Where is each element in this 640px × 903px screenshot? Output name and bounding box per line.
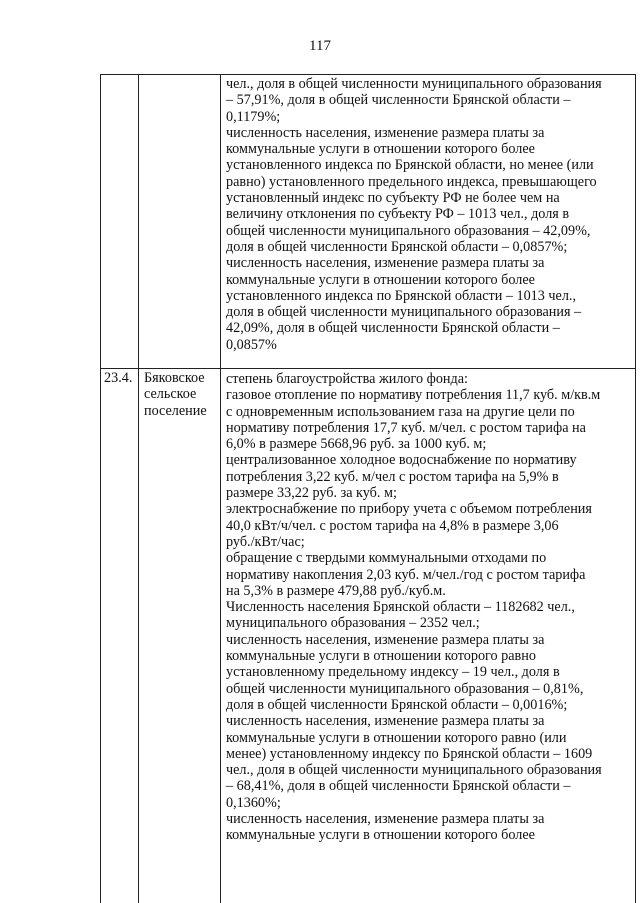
- text-line: обращение с твердыми коммунальными отходами по: [226, 550, 547, 567]
- text-line: на 5,3% в размере 479,88 руб./куб.м.: [226, 582, 446, 599]
- text-line: менее) установленному индексу по Брянской области – 1609: [226, 745, 593, 762]
- text-line: потребления 3,22 куб. м/чел с ростом тарифа на 5,9% в: [226, 468, 559, 485]
- table-border-right: [635, 74, 636, 903]
- text-line: размере 33,22 руб. за куб. м;: [226, 485, 397, 502]
- text-line: установленного индекса по Брянской области – 1013 чел.,: [226, 287, 577, 304]
- settlement-name-line: сельское: [144, 386, 197, 403]
- text-line: коммунальные услуги в отношении которого равно (или: [226, 729, 567, 746]
- settlement-name: [144, 370, 207, 419]
- text-line: Численность населения Брянской области – 1182682 чел.,: [226, 599, 575, 616]
- table-border-top: [100, 74, 636, 75]
- text-line: коммунальные услуги в отношении которого более: [226, 271, 535, 288]
- text-line: чел., доля в общей численности муниципального образования: [226, 76, 602, 92]
- text-line: общей численности муниципального образования – 42,09%,: [226, 222, 591, 239]
- text-line: 0,0857%: [226, 336, 277, 353]
- text-line: численность населения, изменение размера платы за: [226, 631, 545, 648]
- text-line: нормативу накопления 2,03 куб. м/чел./год с ростом тарифа: [226, 566, 586, 583]
- page-number: 117: [309, 38, 331, 54]
- text-line: коммунальные услуги в отношении которого более: [226, 827, 535, 844]
- table-border-left: [100, 74, 101, 903]
- text-line: коммунальные услуги в отношении которого более: [226, 141, 535, 158]
- text-line: величину отклонения по субъекту РФ – 1013 чел., доля в: [226, 206, 570, 223]
- text-line: установленному предельному индексу – 19 чел., доля в: [226, 664, 560, 681]
- text-line: установленного индекса по Брянской области, но менее (или: [226, 157, 594, 174]
- text-line: установленный индекс по субъекту РФ не более чем на: [226, 190, 560, 207]
- text-line: нормативу потребления 17,7 куб. м/чел. с ростом тарифа на: [226, 419, 586, 436]
- row-number: 23.4.: [104, 370, 133, 386]
- text-line: 6,0% в размере 5668,96 руб. за 1000 куб. м;: [226, 436, 487, 453]
- text-line: – 68,41%, доля в общей численности Брянской области –: [226, 778, 571, 795]
- text-line: степень благоустройства жилого фонда:: [226, 371, 468, 387]
- text-line: доля в общей численности Брянской области – 0,0016%;: [226, 696, 568, 713]
- text-line: 42,09%, доля в общей численности Брянской области –: [226, 320, 560, 337]
- description-cell: [226, 371, 602, 844]
- text-line: электроснабжение по прибору учета с объемом потребления: [226, 501, 592, 518]
- text-line: газовое отопление по нормативу потребления 11,7 куб. м/кв.м: [226, 387, 601, 404]
- text-line: чел., доля в общей численности муниципального образования: [226, 762, 602, 779]
- text-line: численность населения, изменение размера платы за: [226, 255, 545, 272]
- settlement-name-line: поселение: [144, 402, 207, 419]
- text-line: 40,0 кВт/ч/чел. с ростом тарифа на 4,8% в размере 3,06: [226, 517, 559, 534]
- text-line: коммунальные услуги в отношении которого равно: [226, 648, 536, 665]
- text-line: муниципального образования – 2352 чел.;: [226, 615, 480, 632]
- row-divider: [100, 368, 636, 369]
- settlement-name-line: Бяковское: [144, 370, 205, 386]
- text-line: численность населения, изменение размера платы за: [226, 124, 545, 141]
- text-line: численность населения, изменение размера платы за: [226, 811, 545, 828]
- column-divider-number: [138, 74, 139, 903]
- text-line: с одновременным использованием газа на другие цели по: [226, 403, 575, 420]
- column-divider-name: [220, 74, 221, 903]
- text-line: 0,1179%;: [226, 108, 281, 125]
- document-table: [100, 74, 636, 903]
- text-line: 0,1360%;: [226, 794, 281, 811]
- text-line: общей численности муниципального образования – 0,81%,: [226, 680, 584, 697]
- text-line: доля в общей численности Брянской области – 0,0857%;: [226, 238, 568, 255]
- text-line: доля в общей численности муниципального образования –: [226, 304, 582, 321]
- text-line: численность населения, изменение размера платы за: [226, 713, 545, 730]
- text-line: равно) установленного предельного индекса, превышающего: [226, 173, 597, 190]
- text-line: руб./кВт/час;: [226, 533, 305, 550]
- text-line: – 57,91%, доля в общей численности Брянской области –: [226, 92, 571, 109]
- text-line: централизованное холодное водоснабжение по нормативу: [226, 452, 577, 469]
- continuation-cell: [226, 76, 602, 353]
